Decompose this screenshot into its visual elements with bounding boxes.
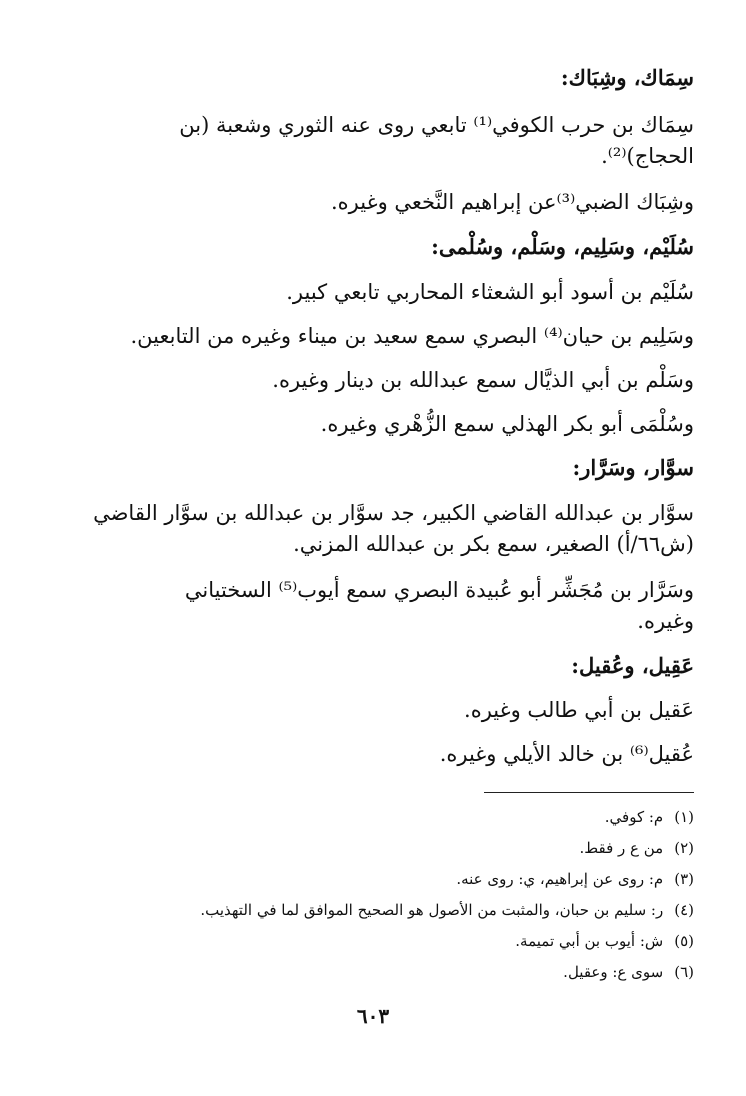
section-heading-aqil: عَقِيل، وعُقيل: <box>571 653 694 678</box>
section-heading-simak: سِمَاك، وشِبَاك: <box>560 65 694 90</box>
text-line: عُقيل⁽⁶⁾ بن خالد الأيلي وغيره. <box>439 742 694 766</box>
footnote-number: (٦) <box>674 963 694 981</box>
footnote-text: سوى ع: وعقيل. <box>563 963 664 981</box>
text-line: وسَرَّار بن مُجَشِّر أبو عُبيدة البصري سمع أيوب⁽⁵⁾ السختياني <box>184 578 694 602</box>
footnote-number: (٢) <box>674 839 694 857</box>
section-heading-sawwar: سوَّار، وسَرَّار: <box>572 455 694 480</box>
text-line: وسَلِيم بن حيان⁽⁴⁾ البصري سمع سعيد بن ميناء وغيره من التابعين. <box>130 324 694 348</box>
text-line: سِمَاك بن حرب الكوفي⁽¹⁾ تابعي روى عنه الثوري وشعبة (بن <box>179 113 694 137</box>
text-line: وسَلْم بن أبي الذيَّال سمع عبدالله بن دينار وغيره. <box>272 368 694 392</box>
footnote <box>605 806 694 828</box>
text-line: عَقيل بن أبي طالب وغيره. <box>464 698 694 722</box>
footnote <box>456 868 694 890</box>
footnote-number: (٣) <box>674 870 694 888</box>
text-line: (ش٦٦/أ) الصغير، سمع بكر بن عبدالله المزني. <box>293 532 694 556</box>
text-line: الحجاج)⁽²⁾. <box>601 144 694 168</box>
text-line: وسُلْمَى أبو بكر الهذلي سمع الزُّهْري وغيره. <box>320 412 694 436</box>
text-line: سوَّار بن عبدالله القاضي الكبير، جد سوَّار بن عبدالله بن سوَّار القاضي <box>93 501 694 525</box>
footnote-text: م: روى عن إبراهيم، ي: روى عنه. <box>456 870 664 888</box>
text-line: سُلَيْم بن أسود أبو الشعثاء المحاربي تابعي كبير. <box>286 280 694 304</box>
footnote-text: ش: أيوب بن أبي تميمة. <box>515 932 664 950</box>
footnote-text: من ع ر فقط. <box>579 839 664 857</box>
text-line: وغيره. <box>637 609 694 633</box>
footnote <box>200 899 694 921</box>
footnote-text: ر: سليم بن حبان، والمثبت من الأصول هو الصحيح الموافق لما في التهذيب. <box>200 901 664 919</box>
section-heading-sulaym: سُلَيْم، وسَلِيم، وسَلْم، وسُلْمى: <box>431 234 694 259</box>
footnote <box>515 930 694 952</box>
footnote-number: (١) <box>674 808 694 826</box>
footnote <box>563 961 694 983</box>
footnote-divider <box>484 792 694 793</box>
footnote-text: م: كوفي. <box>604 808 664 826</box>
footnote-number: (٥) <box>674 932 694 950</box>
footnote <box>580 837 695 859</box>
text-line: وشِبَاك الضبي⁽³⁾عن إبراهيم النَّخعي وغيره. <box>331 190 694 214</box>
page-number: ٦٠٣ <box>356 1004 390 1028</box>
footnote-number: (٤) <box>674 901 694 919</box>
